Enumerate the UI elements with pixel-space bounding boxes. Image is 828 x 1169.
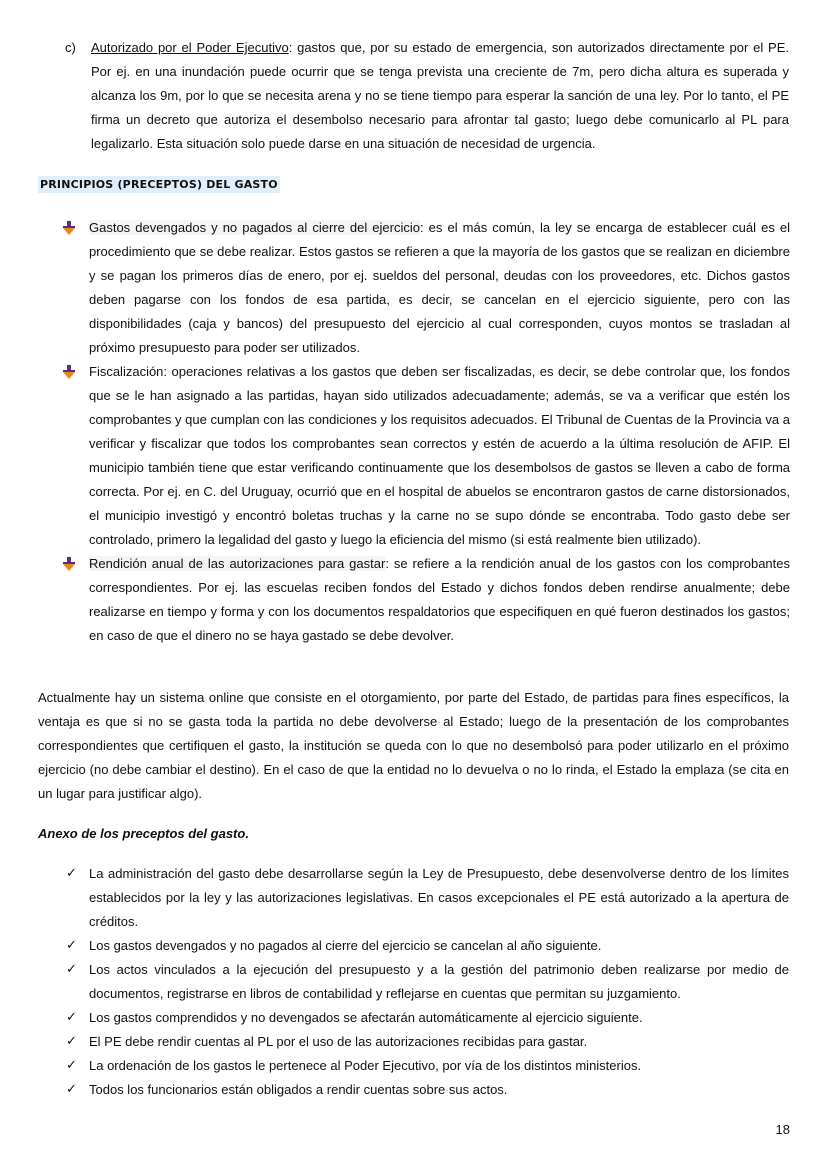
- annex-item: [66, 1054, 789, 1078]
- list-item-c: [65, 36, 789, 156]
- arrow-down-bullet-icon: [62, 365, 76, 379]
- list-item-title: Autorizado por el Poder Ejecutivo: [91, 40, 289, 55]
- annex-title: Anexo de los preceptos del gasto.: [38, 826, 249, 841]
- annex-item: [66, 958, 789, 1006]
- annex-item: [66, 934, 789, 958]
- annex-list: [66, 862, 789, 1102]
- annex-item-text: El PE debe rendir cuentas al PL por el uso de las autorizaciones recibidas para gastar.: [89, 1034, 588, 1049]
- principle-item: [62, 552, 790, 648]
- annex-item-text: Los gastos devengados y no pagados al cierre del ejercicio se cancelan al año siguiente.: [89, 938, 602, 953]
- annex-item: [66, 862, 789, 934]
- page-number: 18: [775, 1122, 790, 1137]
- principle-title: Fiscalización: [89, 364, 164, 379]
- annex-item-text: Todos los funcionarios están obligados a rendir cuentas sobre sus actos.: [89, 1082, 508, 1097]
- annex-item-text: La ordenación de los gastos le pertenece al Poder Ejecutivo, por vía de los distintos ministerios.: [89, 1058, 642, 1073]
- annex-item: [66, 1006, 789, 1030]
- annex-item-text: La administración del gasto debe desarrollarse según la Ley de Presupuesto, debe desenvolverse dentro de los límites establecidos por la ley y las autorizaciones legislativas. En casos excepcionales el PE está autorizado a la apertura de créditos.: [89, 866, 789, 929]
- arrow-down-bullet-icon: [62, 221, 76, 235]
- check-icon: ✓: [66, 1058, 77, 1073]
- check-icon: ✓: [66, 866, 77, 881]
- check-icon: ✓: [66, 962, 77, 977]
- principle-item: [62, 360, 790, 552]
- list-item-text: [91, 36, 789, 156]
- list-marker: c): [65, 40, 76, 55]
- principle-text: [89, 216, 790, 360]
- section-heading: PRINCIPIOS (PRECEPTOS) DEL GASTO: [40, 178, 278, 191]
- annex-item-text: Los actos vinculados a la ejecución del presupuesto y a la gestión del patrimonio deben realizarse por medio de documentos, registrarse en libros de contabilidad y reflejarse en cuentas que permitan su juzgamiento.: [89, 962, 789, 1001]
- principle-text: [89, 360, 790, 552]
- principle-text: [89, 552, 790, 648]
- principle-item: [62, 216, 790, 360]
- principle-description: : es el más común, la ley se encarga de establecer cuál es el procedimiento que se debe realizar. Estos gastos se refieren a que la mayoría de los gastos que se realizan en diciembre y se pagan los primeros días de enero, por ej. sueldos del personal, deudas con los proveedores, etc. Dichos gastos deben pagarse con los fondos de esa partida, es decir, se cancelan en el ejercicio siguiente, pero con las disponibilidades (caja y bancos) del presupuesto del ejercicio al cual corresponden, cuyos montos se trasladan al próximo presupuesto para poder ser utilizados.: [89, 220, 790, 355]
- principle-title: Rendición anual de las autorizaciones para gastar: [89, 556, 386, 571]
- annex-item: [66, 1078, 789, 1102]
- body-paragraph: Actualmente hay un sistema online que consiste en el otorgamiento, por parte del Estado, de partidas para fines específicos, la ventaja es que si no se gasta toda la partida no debe devolverse al Estado; luego de la presentación de los comprobantes correspondientes que certifiquen el gasto, la institución se queda con lo que no desembolsó para poder utilizarlo en el próximo ejercicio (no debe cambiar el destino). En el caso de que la entidad no lo devuelva o no lo rinda, el Estado la emplaza (se cita en un lugar para justificar algo).: [38, 690, 789, 801]
- principle-title: Gastos devengados y no pagados al cierre del ejercicio: [89, 220, 420, 235]
- check-icon: ✓: [66, 1010, 77, 1025]
- check-icon: ✓: [66, 938, 77, 953]
- arrow-down-bullet-icon: [62, 557, 76, 571]
- list-item-description: : gastos que, por su estado de emergencia, son autorizados directamente por el PE. Por ej. en una inundación puede ocurrir que se tenga prevista una creciente de 7m, pero dicha altura es superada y alcanza los 9m, por lo que se necesita arena y no se tiene tiempo para esperar la sanción de una ley. Por lo tanto, el PE firma un decreto que autoriza el desembolso necesario para afrontar tal gasto; luego debe comunicarlo al PL para legalizarlo. Esta situación solo puede darse en una situación de necesidad de urgencia.: [91, 40, 789, 151]
- principles-list: [62, 216, 790, 648]
- annex-item: [66, 1030, 789, 1054]
- check-icon: ✓: [66, 1034, 77, 1049]
- annex-item-text: Los gastos comprendidos y no devengados se afectarán automáticamente al ejercicio siguiente.: [89, 1010, 643, 1025]
- check-icon: ✓: [66, 1082, 77, 1097]
- principle-description: : operaciones relativas a los gastos que deben ser fiscalizadas, es decir, se debe controlar que, los fondos que se le han asignado a las partidas, hayan sido utilizados adecuadamente; además, se va a verificar que estén los comprobantes y que cumplan con las condiciones y los requisitos adecuados. El Tribunal de Cuentas de la Provincia va a verificar y fiscalizar que todos los comprobantes sean correctos y estén de acuerdo a la última resolución de AFIP. El municipio también tiene que estar verificando continuamente que los desembolsos de gastos se lleven a cabo de forma correcta. Por ej. en C. del Uruguay, ocurrió que en el hospital de abuelos se encontraron gastos de carne distorsionados, el municipio investigó y encontró boletas truchas y la carne no se supo dónde se encontraba. Todo gasto debe ser controlado, primero la legalidad del gasto y luego la eficiencia del mismo (si está realmente bien utilizado).: [89, 364, 790, 547]
- principle-description: : se refiere a la rendición anual de los gastos con los comprobantes correspondientes. Por ej. las escuelas reciben fondos del Estado y dichos fondos deben rendirse anualmente; debe realizarse en tiempo y forma y con los documentos respaldatorios que especifiquen en qué fueron destinados los gastos; en caso de que el dinero no se haya gastado se debe devolver.: [89, 556, 791, 643]
